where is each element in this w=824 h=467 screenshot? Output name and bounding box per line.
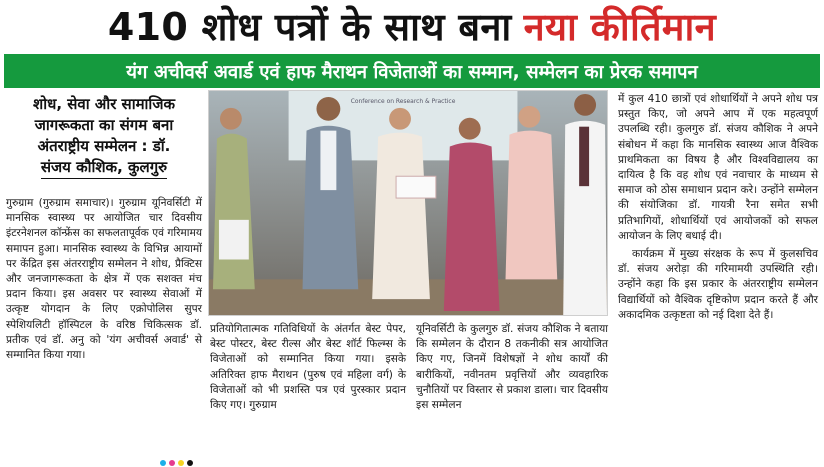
article-column-2 [210, 322, 406, 454]
black-mark [187, 460, 193, 466]
side-heading-line: जागरूकता का संगम बना [34, 116, 174, 134]
headline [0, 0, 824, 52]
magenta-mark [169, 460, 175, 466]
article-paragraph: कार्यक्रम में मुख्य संरक्षक के रूप में कुलसचिव डॉ. संजय अरोड़ा की गरिमामयी उपस्थिति रही। उन्होंने कहा कि इस प्रकार के अंतरराष्ट्रीय सम्मेलन विद्यार्थियों को वैश्विक दृष्टिकोण प्रदान करते हैं और अकादमिक उत्कृष्टता को नई दिशा देते हैं। [618, 248, 818, 321]
article-paragraph: प्रतियोगितात्मक गतिविधियों के अंतर्गत बेस्ट पेपर, बेस्ट पोस्टर, बेस्ट रील्स और बेस्ट शॉर्ट फिल्म्स के विजेताओं को सम्मानित किया गया। इसके अतिरिक्त हाफ मैराथन (पुरुष एवं महिला वर्ग) के विजेताओं को भी प्रशस्ति पत्र एवं पुरस्कार प्रदान किए गए। गुरुग्राम [210, 323, 406, 412]
subheadline-text: यंग अचीवर्स अवार्ड एवं हाफ मैराथन विजेताओं का सम्मान, सम्मेलन का प्रेरक समापन [126, 61, 698, 83]
award-ceremony-photo [209, 91, 607, 315]
side-heading-line: अंतराष्ट्रीय सम्मेलन : डॉ. [37, 137, 171, 155]
banner-text: Conference on Research & Practice [350, 97, 456, 105]
subheadline-band [4, 54, 820, 88]
side-heading-line: संजय कौशिक, कुलगुरु [41, 157, 167, 179]
article-column-1 [6, 196, 202, 454]
side-heading [6, 94, 202, 179]
article-column-3 [416, 322, 608, 454]
article-paragraph: में कुल 410 छात्रों एवं शोधार्थियों ने अपने शोध पत्र प्रस्तुत किए, जो अपने आप में एक महत्वपूर्ण उपलब्धि रही। कुलगुरु डॉ. संजय कौशिक ने अपने संबोधन में कहा कि मानसिक स्वास्थ्य आज वैश्विक प्राथमिकता का विषय है और विश्वविद्यालय का दायित्व है कि वह शोध एवं नवाचार के माध्यम से समाज को ठोस समाधान प्रदान करे। उन्होंने सम्मेलन की संयोजिका डॉ. गायत्री रैना समेत सभी प्रतिभागियों, शोधार्थियों एवं आयोजकों को सफल आयोजन के लिए बधाई दी। [618, 93, 818, 242]
article-paragraph: यूनिवर्सिटी के कुलगुरु डॉ. संजय कौशिक ने बताया कि सम्मेलन के दौरान 8 तकनीकी सत्र आयोजित किए गए, जिनमें विशेषज्ञों ने शोध कार्यों की बारीकियों, नवीनतम प्रवृत्तियों और व्यवहारिक चुनौतियों पर विस्तार से प्रकाश डाला। चार दिवसीय इस सम्मेलन [416, 323, 608, 412]
headline-accent: नया कीर्तिमान [523, 5, 717, 49]
headline-main: 410 शोध पत्रों के साथ बना [107, 5, 512, 49]
article-paragraph: गुरुग्राम (गुरुग्राम समाचार)। गुरुग्राम यूनिवर्सिटी में मानसिक स्वास्थ्य पर आयोजित चार दिवसीय इंटरनेशनल कॉन्फ्रेंस का सफलतापूर्वक एवं गरिमामय समापन हुआ। मानसिक स्वास्थ्य के विभिन्न आयामों पर केंद्रित इस अंतरराष्ट्रीय सम्मेलन ने शोध, प्रैक्टिस और जनजागरूकता के क्षेत्र में एक सशक्त मंच प्रदान किया। इस अवसर पर स्वास्थ्य सेवाओं में उत्कृष्ट योगदान के लिए एक्रोपोलिस सुपर स्पेशियलिटी हॉस्पिटल के वरिष्ठ चिकित्सक डॉ. प्रतीक एवं डॉ. अनु को 'यंग अचीवर्स अवार्ड' से सम्मानित किया गया। [6, 197, 202, 362]
article-column-4 [618, 92, 818, 454]
yellow-mark [178, 460, 184, 466]
print-color-marks [0, 458, 824, 467]
side-heading-line: शोध, सेवा और सामाजिक [33, 95, 175, 113]
news-photo [208, 90, 608, 316]
cyan-mark [160, 460, 166, 466]
